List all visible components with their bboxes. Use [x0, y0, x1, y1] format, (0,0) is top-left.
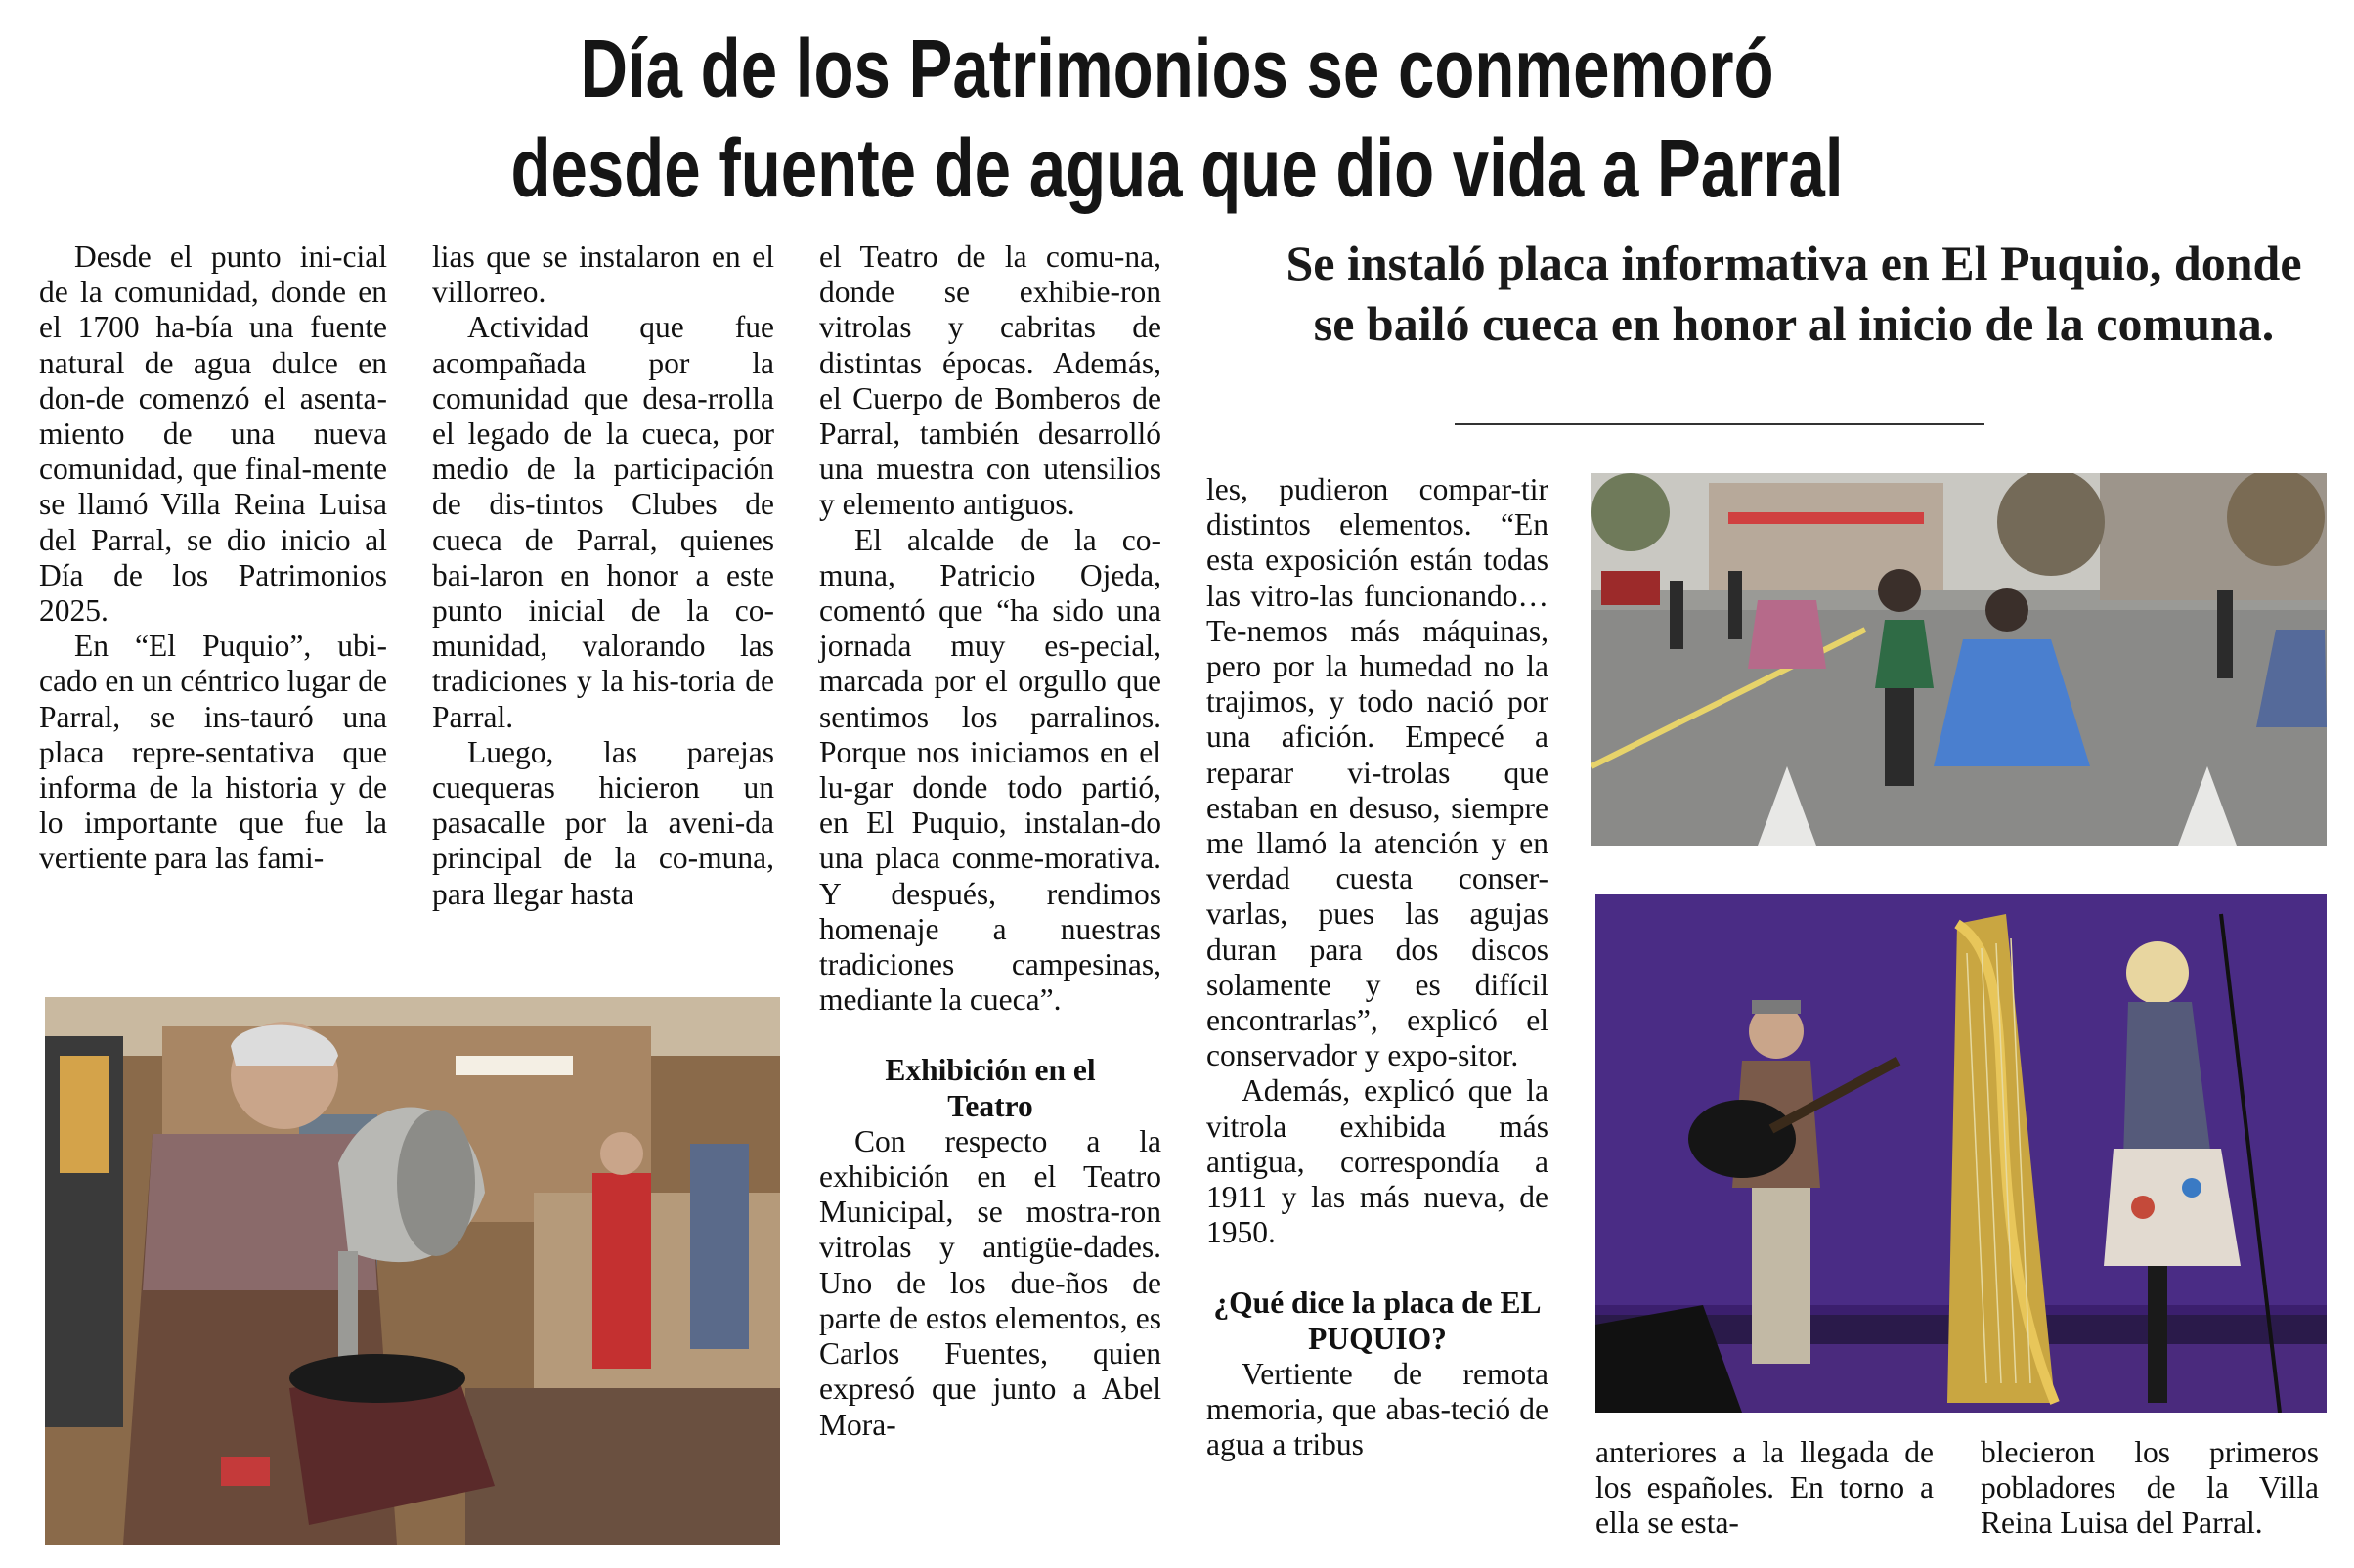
paragraph: blecieron los primeros pobladores de la Villa Reina Luisa del Parral.	[1981, 1435, 2319, 1541]
article-column-1	[39, 240, 387, 877]
paragraph: lias que se instalaron en el villorreo.	[432, 240, 774, 310]
paragraph: el Teatro de la comu-na, donde se exhibie-ron vitrolas y cabritas de distintas épocas. Además, el Cuerpo de Bomberos de Parral, también desarrolló una muestra con utensilios y elemento antiguos.	[819, 240, 1161, 522]
photo-gramophone-exhibit	[45, 997, 780, 1545]
subheadline: Se instaló placa informativa en El Puquio, donde se bailó cueca en honor al inicio de la comuna.	[1286, 236, 2302, 351]
subheadline-rule	[1455, 423, 1984, 425]
paragraph: Desde el punto ini-cial de la comunidad, donde en el 1700 ha-bía una fuente natural de agua dulce en don-de comenzó el asenta-miento de una nueva comunidad, que final-mente se llamó Villa Reina Luisa del Parral, se dio inicio al Día de los Patrimonios 2025.	[39, 240, 387, 629]
headline-line-2: desde fuente de agua que dio vida a Parral	[510, 122, 1844, 214]
article-column-2	[432, 240, 774, 912]
paragraph: En “El Puquio”, ubi-cado en un céntrico lugar de Parral, se ins-tauró una placa repre-sentativa que informa de la historia y de lo importante que fue la vertiente para las fami-	[39, 629, 387, 876]
article-column-3	[819, 240, 1161, 1443]
article-column-4	[1206, 472, 1548, 1462]
paragraph: Actividad que fue acompañada por la comunidad que desa-rrolla el legado de la cueca, por medio de la participación de dis-tintos Clubes de cueca de Parral, quienes bai-laron en honor a este punto inicial de la co-munidad, valorando las tradiciones y la his-toria de Parral.	[432, 310, 774, 734]
photo-cueca-street	[1591, 473, 2327, 846]
article-column-6	[1981, 1435, 2319, 1542]
article-column-5	[1595, 1435, 1934, 1542]
paragraph: El alcalde de la co-muna, Patricio Ojeda, comentó que “ha sido una jornada muy es-pecial, marcada por el orgullo que sentimos los parralinos. Porque nos iniciamos en el lu-gar donde todo partió, en El Puquio, instalan-do una placa conme-morativa. Y después, rendimos homenaje a nuestras tradiciones campesinas, mediante la cueca”.	[819, 522, 1161, 1018]
paragraph: Con respecto a la exhibición en el Teatro Municipal, se mostra-ron vitrolas y antigüe-dades. Uno de los due-ños de parte de estos elementos, es Carlos Fuentes, quien expresó que junto a Abel Mora-	[819, 1123, 1161, 1442]
headline-line-1: Día de los Patrimonios se conmemoró	[580, 22, 1774, 114]
photo-theatre-musicians	[1595, 894, 2327, 1413]
paragraph: anteriores a la llegada de los españoles. En torno a ella se esta-	[1595, 1435, 1934, 1541]
paragraph: les, pudieron compar-tir distintos elementos. “En esta exposición están todas las vitro-las funcionando… Te-nemos más máquinas, pero por la humedad no la trajimos, y todo nació por una afición. Empecé a reparar vi-trolas que estaban en desuso, siempre me llamó la atención y en verdad cuesta conser-varlas, pues las agujas duran para dos discos solamente y es difícil encontrarlas”, explicó el conservador y expo-sitor.	[1206, 472, 1548, 1073]
section-heading-teatro: Exhibición en el Teatro	[885, 1053, 1096, 1123]
paragraph: Además, explicó que la vitrola exhibida más antigua, correspondía a 1911 y las más nueva, de 1950.	[1206, 1073, 1548, 1250]
paragraph: Vertiente de remota memoria, que abas-teció de agua a tribus	[1206, 1356, 1548, 1462]
paragraph: Luego, las parejas cuequeras hicieron un pasacalle por la aveni-da principal de la co-muna, para llegar hasta	[432, 734, 774, 911]
section-heading-placa: ¿Qué dice la placa de EL PUQUIO?	[1213, 1285, 1542, 1356]
